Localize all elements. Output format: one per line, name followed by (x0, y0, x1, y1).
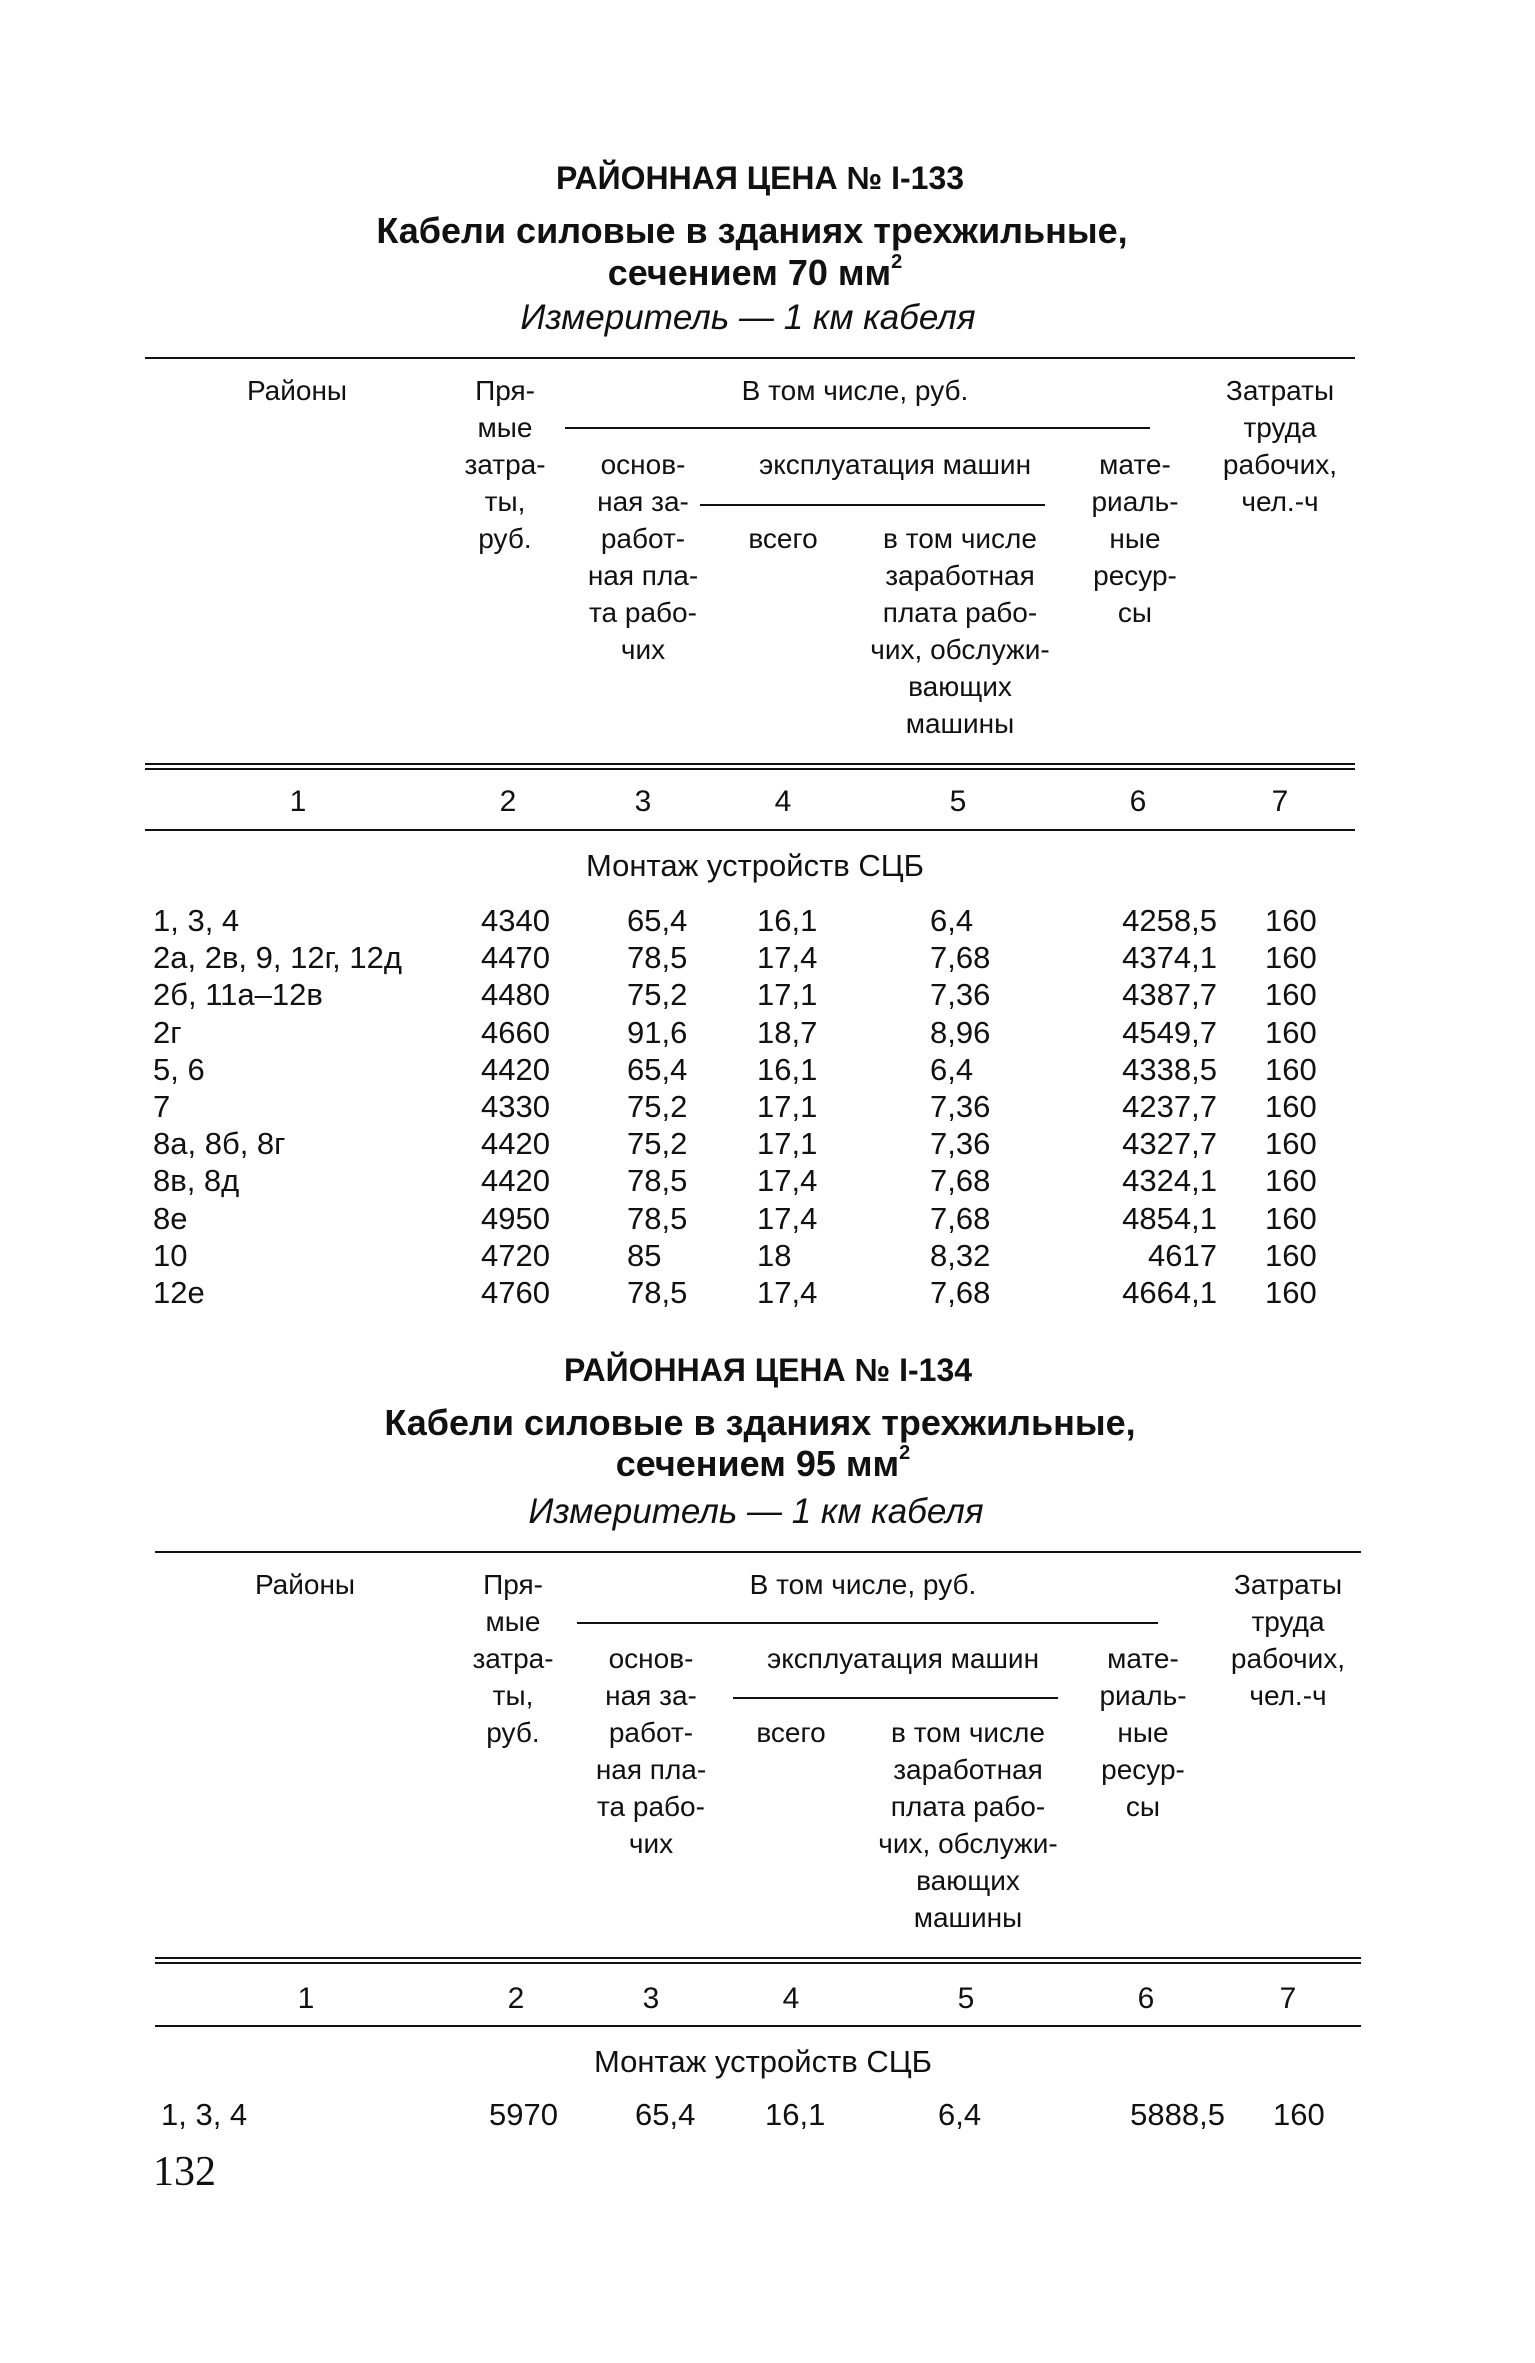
t1-cell-machine-wages: 7,68 (930, 1163, 991, 1198)
t2-hdr-group: В том числе, руб. (749, 1569, 977, 1600)
t1-hdr-machine-wages (870, 520, 1049, 742)
t2-hdr-total (756, 1714, 825, 1751)
t1-cell-machine-wages: 6,4 (930, 903, 974, 938)
t2-col-number: 5 (957, 1982, 975, 2015)
t1-hdr-group: В том числе, руб. (741, 375, 969, 406)
t1-col-number: 1 (289, 785, 307, 818)
t2-hdr-direct-costs-line: Пря- (483, 1569, 543, 1600)
t2-header-rule-1 (155, 1957, 1361, 1959)
t2-cell-labor: 160 (1273, 2097, 1325, 2132)
t1-hdr-wages-line: работ- (600, 523, 686, 554)
t1-hdr-total (748, 520, 817, 557)
t2-col-number: 7 (1279, 1982, 1297, 2015)
t1-hdr-machine-wages-line: в том числе (883, 523, 1037, 554)
t1-hdr-materials-line: риаль- (1091, 486, 1179, 517)
t1-header-rule-1 (145, 763, 1355, 765)
t1-hdr-labor-line: труда (1243, 412, 1317, 443)
t2-hdr-direct-costs-line: руб. (486, 1717, 540, 1748)
t1-numbers-rule (145, 829, 1355, 831)
t2-col-number: 4 (782, 1982, 800, 2015)
t1-cell-machines-total: 18,7 (757, 1015, 818, 1050)
t2-col-number: 3 (642, 1982, 660, 2015)
t1-cell-district: 1, 3, 4 (153, 903, 240, 938)
t1-hdr-wages (588, 446, 698, 668)
t1-title-superscript: 2 (891, 251, 903, 273)
t1-cell-machines-total: 17,4 (757, 1163, 818, 1198)
t1-hdr-machine-wages-line: вающих (908, 671, 1012, 702)
t1-hdr-labor-line: Затраты (1225, 375, 1335, 406)
t1-hdr-materials-line: сы (1117, 597, 1153, 628)
t1-hdr-wages-line: ная за- (597, 486, 689, 517)
t2-hdr-wages-line: чих (628, 1828, 674, 1859)
t2-title-line2 (616, 1443, 911, 1485)
t1-top-rule (145, 357, 1355, 359)
t1-cell-machines-total: 16,1 (757, 1052, 818, 1087)
t1-hdr-machine-wages-line: чих, обслужи- (870, 634, 1050, 665)
t1-cell-wages: 78,5 (627, 1201, 688, 1236)
t1-cell-wages: 78,5 (627, 1275, 688, 1310)
t2-section-title: Монтаж устройств СЦБ (593, 2044, 933, 2079)
t1-cell-machines-total: 18 (757, 1238, 792, 1273)
t1-cell-machines-total: 17,1 (757, 977, 818, 1012)
t1-cell-wages: 85 (627, 1238, 662, 1273)
t2-heading: РАЙОННАЯ ЦЕНА № I-134 (563, 1352, 973, 1388)
t2-numbers-rule (155, 2025, 1361, 2027)
t1-cell-labor: 160 (1265, 1163, 1317, 1198)
t1-cell-machine-wages: 6,4 (930, 1052, 974, 1087)
t1-cell-labor: 160 (1265, 1201, 1317, 1236)
t2-hdr-labor-line: рабочих, (1230, 1643, 1346, 1674)
t2-cell-direct-costs: 5970 (489, 2097, 558, 2132)
t1-col-number: 3 (634, 785, 652, 818)
t2-hdr-direct-costs-line: мые (485, 1606, 541, 1637)
t1-cell-materials: 4387,7 (1122, 977, 1217, 1012)
t1-cell-wages: 78,5 (627, 940, 688, 975)
t1-cell-direct-costs: 4420 (481, 1052, 550, 1087)
t1-cell-district: 2б, 11а–12в (153, 977, 323, 1012)
t1-col-number: 6 (1129, 785, 1147, 818)
t1-header-rule-2 (145, 768, 1355, 770)
t2-header-rule-2 (155, 1962, 1361, 1964)
t2-hdr-direct-costs-line: ты, (492, 1680, 534, 1711)
t1-cell-labor: 160 (1265, 1015, 1317, 1050)
t1-cell-machine-wages: 7,36 (930, 1126, 991, 1161)
t2-hdr-machine-wages-line: вающих (916, 1865, 1020, 1896)
t1-cell-district: 10 (153, 1238, 188, 1273)
t2-hdr-districts (255, 1566, 355, 1603)
t1-cell-district: 5, 6 (153, 1052, 205, 1087)
t2-hdr-labor-line: чел.-ч (1249, 1680, 1327, 1711)
t1-cell-materials: 4549,7 (1122, 1015, 1217, 1050)
t2-title-line1: Кабели силовые в зданиях трехжильные, (384, 1402, 1136, 1443)
t2-machines-rule (733, 1697, 1058, 1699)
t1-cell-direct-costs: 4470 (481, 940, 550, 975)
t2-title-text: сечением 95 мм (615, 1443, 900, 1484)
t1-cell-district: 7 (153, 1089, 171, 1124)
t2-hdr-materials-line: ные (1117, 1717, 1169, 1748)
t2-hdr-direct-costs-line: затра- (472, 1643, 554, 1674)
t1-cell-labor: 160 (1265, 940, 1317, 975)
t1-hdr-direct-costs (464, 372, 545, 557)
t1-hdr-materials-line: ные (1109, 523, 1161, 554)
t2-hdr-direct-costs (472, 1566, 553, 1751)
t1-cell-labor: 160 (1265, 977, 1317, 1012)
t1-cell-wages: 75,2 (627, 1089, 688, 1124)
t1-title-line2 (608, 252, 903, 294)
t1-heading: РАЙОННАЯ ЦЕНА № I-133 (555, 160, 965, 196)
t2-hdr-wages (596, 1640, 706, 1862)
t2-hdr-machines: эксплуатация машин (766, 1643, 1040, 1674)
page-number: 132 (153, 2149, 216, 2195)
t1-hdr-machine-wages-line: плата рабо- (882, 597, 1038, 628)
t2-cell-wages: 65,4 (635, 2097, 696, 2132)
t1-col-number: 4 (774, 785, 792, 818)
t2-hdr-wages-line: ная за- (605, 1680, 697, 1711)
t1-cell-wages: 75,2 (627, 977, 688, 1012)
t2-cell-machines-total: 16,1 (765, 2097, 826, 2132)
t1-cell-materials: 4617 (1148, 1238, 1217, 1273)
t1-hdr-machine-wages-line: машины (905, 708, 1015, 739)
t1-hdr-wages-line: основ- (600, 449, 686, 480)
t1-hdr-direct-costs-line: руб. (478, 523, 532, 554)
t1-cell-materials: 4237,7 (1122, 1089, 1217, 1124)
t1-hdr-direct-costs-line: ты, (484, 486, 526, 517)
t2-group-rule (577, 1622, 1158, 1624)
t1-cell-machine-wages: 8,96 (930, 1015, 991, 1050)
t1-hdr-machines: эксплуатация машин (758, 449, 1032, 480)
t2-cell-machine-wages: 6,4 (938, 2097, 982, 2132)
t1-cell-district: 12е (153, 1275, 205, 1310)
t1-col-number: 2 (499, 785, 517, 818)
t1-cell-machine-wages: 7,68 (930, 940, 991, 975)
t2-hdr-materials-line: риаль- (1099, 1680, 1187, 1711)
t1-cell-machines-total: 17,4 (757, 1275, 818, 1310)
t2-hdr-materials-line: мате- (1107, 1643, 1179, 1674)
t1-cell-direct-costs: 4480 (481, 977, 550, 1012)
t1-hdr-labor-line: рабочих, (1222, 449, 1338, 480)
t1-hdr-materials (1091, 446, 1178, 631)
t1-hdr-wages-line: ная пла- (587, 560, 699, 591)
t1-hdr-labor-line: чел.-ч (1241, 486, 1319, 517)
t2-hdr-labor (1231, 1566, 1345, 1714)
t1-hdr-districts-line: Районы (246, 375, 348, 406)
t1-cell-district: 2а, 2в, 9, 12г, 12д (153, 940, 402, 975)
t1-cell-materials: 4327,7 (1122, 1126, 1217, 1161)
t2-title-superscript: 2 (899, 1442, 911, 1464)
t1-cell-materials: 4338,5 (1122, 1052, 1217, 1087)
t1-group-rule (565, 427, 1150, 429)
t2-hdr-machine-wages-line: заработная (893, 1754, 1043, 1785)
t1-cell-district: 8е (153, 1201, 188, 1236)
t1-cell-materials: 4374,1 (1122, 940, 1217, 975)
t1-cell-wages: 65,4 (627, 903, 688, 938)
t2-cell-materials: 5888,5 (1130, 2097, 1225, 2132)
t1-title-text: сечением 70 мм (607, 252, 892, 293)
t2-hdr-machine-wages-line: чих, обслужи- (878, 1828, 1058, 1859)
t1-cell-machine-wages: 8,32 (930, 1238, 991, 1273)
t1-cell-wages: 91,6 (627, 1015, 688, 1050)
t1-cell-labor: 160 (1265, 1052, 1317, 1087)
t1-hdr-wages-line: чих (620, 634, 666, 665)
t1-hdr-districts (247, 372, 347, 409)
t2-hdr-districts-line: Районы (254, 1569, 356, 1600)
t2-hdr-materials (1099, 1640, 1186, 1825)
t1-cell-direct-costs: 4420 (481, 1126, 550, 1161)
t1-cell-wages: 65,4 (627, 1052, 688, 1087)
t1-cell-machine-wages: 7,68 (930, 1201, 991, 1236)
t1-cell-machine-wages: 7,36 (930, 977, 991, 1012)
t2-hdr-labor-line: труда (1251, 1606, 1325, 1637)
t1-cell-machines-total: 17,4 (757, 940, 818, 975)
t1-cell-labor: 160 (1265, 1275, 1317, 1310)
t2-col-number: 6 (1137, 1982, 1155, 2015)
t1-machines-rule (700, 504, 1045, 506)
t2-hdr-wages-line: ная пла- (595, 1754, 707, 1785)
t1-cell-materials: 4854,1 (1122, 1201, 1217, 1236)
t1-hdr-direct-costs-line: затра- (464, 449, 546, 480)
t2-col-number: 1 (297, 1982, 315, 2015)
t1-cell-direct-costs: 4420 (481, 1163, 550, 1198)
t1-hdr-materials-line: ресур- (1093, 560, 1177, 591)
t1-cell-labor: 160 (1265, 1238, 1317, 1273)
t1-cell-labor: 160 (1265, 903, 1317, 938)
t1-cell-direct-costs: 4760 (481, 1275, 550, 1310)
t1-cell-wages: 78,5 (627, 1163, 688, 1198)
t1-cell-direct-costs: 4340 (481, 903, 550, 938)
t1-cell-machines-total: 17,4 (757, 1201, 818, 1236)
t2-hdr-labor-line: Затраты (1233, 1569, 1343, 1600)
t1-cell-materials: 4258,5 (1122, 903, 1217, 938)
t1-cell-machine-wages: 7,36 (930, 1089, 991, 1124)
t2-hdr-materials-line: ресур- (1101, 1754, 1185, 1785)
t1-section-title: Монтаж устройств СЦБ (585, 848, 925, 883)
t1-cell-labor: 160 (1265, 1126, 1317, 1161)
t1-cell-machines-total: 16,1 (757, 903, 818, 938)
t2-hdr-machine-wages (878, 1714, 1057, 1936)
t2-hdr-wages-line: работ- (608, 1717, 694, 1748)
t1-cell-direct-costs: 4950 (481, 1201, 550, 1236)
t2-hdr-wages-line: та рабо- (597, 1791, 705, 1822)
t1-hdr-total-line: всего (748, 523, 818, 554)
t1-hdr-direct-costs-line: Пря- (475, 375, 535, 406)
t1-cell-materials: 4664,1 (1122, 1275, 1217, 1310)
t2-col-number: 2 (507, 1982, 525, 2015)
t1-cell-labor: 160 (1265, 1089, 1317, 1124)
t1-col-number: 5 (949, 785, 967, 818)
t1-hdr-machine-wages-line: заработная (885, 560, 1035, 591)
t2-top-rule (155, 1551, 1361, 1553)
t2-cell-district: 1, 3, 4 (161, 2097, 248, 2132)
t2-hdr-wages-line: основ- (608, 1643, 694, 1674)
t1-cell-direct-costs: 4330 (481, 1089, 550, 1124)
t2-hdr-total-line: всего (756, 1717, 826, 1748)
t1-title-line1: Кабели силовые в зданиях трехжильные, (376, 210, 1128, 251)
t1-cell-district: 8а, 8б, 8г (153, 1126, 286, 1161)
t1-cell-district: 2г (153, 1015, 182, 1050)
t1-hdr-wages-line: та рабо- (589, 597, 697, 628)
t2-hdr-materials-line: сы (1125, 1791, 1161, 1822)
t1-cell-machines-total: 17,1 (757, 1126, 818, 1161)
t1-cell-materials: 4324,1 (1122, 1163, 1217, 1198)
t1-cell-direct-costs: 4660 (481, 1015, 550, 1050)
t1-cell-wages: 75,2 (627, 1126, 688, 1161)
t1-cell-machine-wages: 7,68 (930, 1275, 991, 1310)
t1-measure: Измеритель — 1 км кабеля (520, 298, 976, 337)
t2-measure: Измеритель — 1 км кабеля (528, 1492, 984, 1531)
t1-cell-machines-total: 17,1 (757, 1089, 818, 1124)
t2-hdr-machine-wages-line: в том числе (891, 1717, 1045, 1748)
t1-hdr-labor (1223, 372, 1337, 520)
t2-hdr-machine-wages-line: плата рабо- (890, 1791, 1046, 1822)
t1-hdr-direct-costs-line: мые (477, 412, 533, 443)
t1-cell-district: 8в, 8д (153, 1163, 240, 1198)
t1-col-number: 7 (1271, 785, 1289, 818)
t1-hdr-materials-line: мате- (1099, 449, 1171, 480)
t1-cell-direct-costs: 4720 (481, 1238, 550, 1273)
t2-hdr-machine-wages-line: машины (913, 1902, 1023, 1933)
